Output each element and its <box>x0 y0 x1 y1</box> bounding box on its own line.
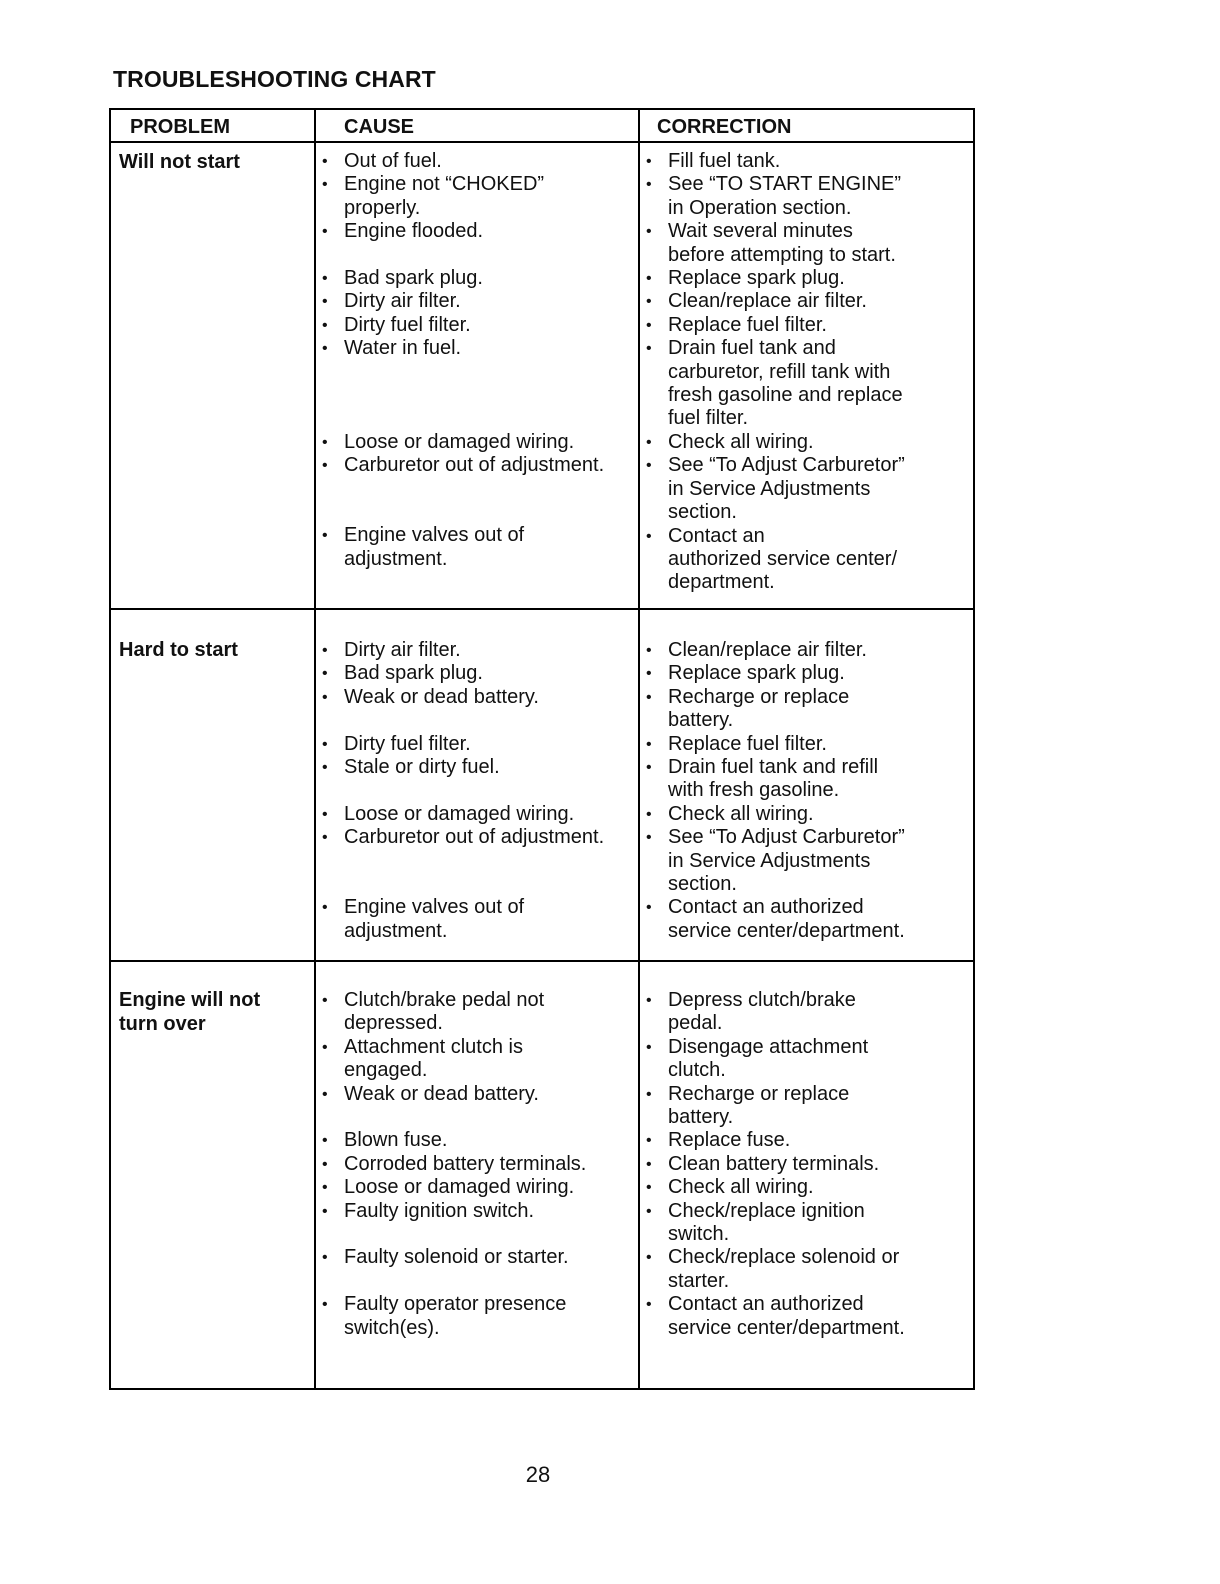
bullet-icon: • <box>322 642 328 659</box>
bullet-icon: • <box>646 176 652 194</box>
bullet-icon: • <box>322 1249 328 1267</box>
list-item: • Clean battery terminals. <box>646 1152 880 1175</box>
corrections-will-not-start <box>641 150 905 595</box>
bullet-icon: • <box>322 899 328 917</box>
bullet-icon: • <box>322 340 328 358</box>
bullet-icon: • <box>322 153 328 170</box>
list-item: • Engine flooded. <box>322 220 484 243</box>
list-item: • Engine valves out of <box>322 896 525 919</box>
list-item: • Loose or damaged wiring. <box>322 1176 575 1199</box>
header-divider <box>111 141 973 143</box>
troubleshooting-table <box>109 108 975 1390</box>
list-item: • Carburetor out of adjustment. <box>322 454 605 477</box>
bullet-icon: • <box>322 1179 328 1197</box>
list-item: fresh gasoline and replace <box>668 384 903 407</box>
list-item: • Drain fuel tank and refill <box>646 756 879 779</box>
bullet-icon: • <box>322 223 328 241</box>
bullet-icon: • <box>322 316 328 334</box>
list-item: • Faulty operator presence <box>322 1293 567 1316</box>
list-item: • Replace fuel filter. <box>646 732 827 755</box>
bullet-icon: • <box>646 642 652 659</box>
list-item: • Loose or damaged wiring. <box>322 802 575 825</box>
list-item: • Wait several minutes <box>646 220 853 243</box>
list-item: with fresh gasoline. <box>668 779 840 802</box>
list-item: • Weak or dead battery. <box>322 1082 539 1105</box>
list-item: • Blown fuse. <box>322 1129 448 1152</box>
bullet-icon: • <box>646 1155 652 1173</box>
bullet-icon: • <box>646 527 652 545</box>
bullet-icon: • <box>646 759 652 777</box>
causes-engine-will-not-turn-over <box>317 989 586 1340</box>
bullet-icon: • <box>322 1296 328 1314</box>
bullet-icon: • <box>646 457 652 475</box>
bullet-icon: • <box>646 665 652 683</box>
bullet-icon: • <box>322 735 328 753</box>
list-item: • Replace fuse. <box>646 1129 791 1152</box>
corrections-hard-to-start <box>641 639 905 943</box>
list-item: adjustment. <box>344 919 448 942</box>
bullet-icon: • <box>646 1085 652 1103</box>
list-item: • See “To Adjust Carburetor” <box>646 454 905 477</box>
causes-hard-to-start <box>317 639 604 943</box>
list-item: • Replace spark plug. <box>646 267 845 290</box>
bullet-icon: • <box>322 1202 328 1220</box>
bullet-icon: • <box>322 457 328 475</box>
list-item: section. <box>668 873 737 896</box>
list-item: pedal. <box>668 1012 723 1035</box>
list-item: • Clutch/brake pedal not <box>322 989 545 1011</box>
list-item: • Contact an <box>646 524 765 547</box>
list-item: • Stale or dirty fuel. <box>322 756 500 779</box>
bullet-icon: • <box>646 829 652 847</box>
bullet-icon: • <box>646 1132 652 1150</box>
list-item: clutch. <box>668 1059 726 1082</box>
bullet-icon: • <box>322 1132 328 1150</box>
bullet-icon: • <box>322 805 328 823</box>
bullet-icon: • <box>646 293 652 311</box>
list-item: switch(es). <box>344 1316 440 1339</box>
bullet-icon: • <box>646 688 652 706</box>
list-item: in Service Adjustments <box>668 849 871 872</box>
bullet-icon: • <box>646 1296 652 1314</box>
list-item: • Recharge or replace <box>646 685 850 708</box>
causes-will-not-start <box>317 150 604 571</box>
list-item: • Attachment clutch is <box>322 1035 523 1058</box>
problem-hard-to-start: Hard to start <box>119 639 238 661</box>
column-divider-problem-cause <box>314 110 316 1388</box>
list-item: • Faulty ignition switch. <box>322 1199 535 1222</box>
list-item: • Clean/replace air filter. <box>646 639 867 661</box>
list-item: before attempting to start. <box>668 243 896 266</box>
list-item: battery. <box>668 1106 734 1129</box>
list-item: • Disengage attachment <box>646 1035 869 1058</box>
bullet-icon: • <box>322 270 328 288</box>
list-item: • Bad spark plug. <box>322 267 483 290</box>
problem-engine-will-not-turn-over: Engine will not turn over <box>119 989 261 1035</box>
list-item: authorized service center/ <box>668 547 898 570</box>
list-item: switch. <box>668 1223 730 1246</box>
list-item: • Corroded battery terminals. <box>322 1152 587 1175</box>
list-item: engaged. <box>344 1059 428 1082</box>
list-item: • Check all wiring. <box>646 802 814 825</box>
list-item: • Out of fuel. <box>322 150 442 172</box>
bullet-icon: • <box>322 293 328 311</box>
list-item: • Dirty air filter. <box>322 290 461 313</box>
list-item: • Recharge or replace <box>646 1082 850 1105</box>
bullet-icon: • <box>646 1202 652 1220</box>
list-item: section. <box>668 501 737 524</box>
bullet-icon: • <box>646 270 652 288</box>
list-item: service center/department. <box>668 919 905 942</box>
page-title: TROUBLESHOOTING CHART <box>113 66 436 92</box>
bullet-icon: • <box>322 176 328 194</box>
list-item: • Check all wiring. <box>646 430 814 453</box>
list-item: • Check/replace solenoid or <box>646 1246 900 1269</box>
list-item: • See “To Adjust Carburetor” <box>646 826 905 849</box>
bullet-icon: • <box>646 992 652 1009</box>
bullet-icon: • <box>646 1179 652 1197</box>
list-item: • Dirty air filter. <box>322 639 461 661</box>
list-item: fuel filter. <box>668 407 749 430</box>
list-item: • Dirty fuel filter. <box>322 732 471 755</box>
list-item: • Loose or damaged wiring. <box>322 430 575 453</box>
bullet-icon: • <box>322 433 328 451</box>
list-item: • Contact an authorized <box>646 1293 864 1316</box>
bullet-icon: • <box>646 735 652 753</box>
column-divider-cause-correction <box>638 110 640 1388</box>
list-item: • Drain fuel tank and <box>646 337 836 360</box>
bullet-icon: • <box>646 1038 652 1056</box>
bullet-icon: • <box>322 527 328 545</box>
bullet-icon: • <box>322 1155 328 1173</box>
bullet-icon: • <box>322 688 328 706</box>
bullet-icon: • <box>322 665 328 683</box>
bullet-icon: • <box>646 899 652 917</box>
list-item: • Check all wiring. <box>646 1176 814 1199</box>
list-item: • Fill fuel tank. <box>646 150 781 172</box>
bullet-icon: • <box>322 992 328 1009</box>
list-item: • See “TO START ENGINE” <box>646 173 902 196</box>
bullet-icon: • <box>322 759 328 777</box>
header-problem: PROBLEM <box>130 116 230 138</box>
header-correction: CORRECTION <box>657 116 792 138</box>
list-item: • Weak or dead battery. <box>322 685 539 708</box>
list-item: • Replace spark plug. <box>646 662 845 685</box>
bullet-icon: • <box>322 1085 328 1103</box>
bullet-icon: • <box>646 223 652 241</box>
bullet-icon: • <box>322 1038 328 1056</box>
list-item: • Contact an authorized <box>646 896 864 919</box>
list-item: • Faulty solenoid or starter. <box>322 1246 569 1269</box>
list-item: carburetor, refill tank with <box>668 360 891 383</box>
row-divider-2 <box>111 960 973 962</box>
list-item: • Engine valves out of <box>322 524 525 547</box>
list-item: • Depress clutch/brake <box>646 989 856 1011</box>
list-item: • Bad spark plug. <box>322 662 483 685</box>
list-item: starter. <box>668 1269 730 1292</box>
list-item: in Operation section. <box>668 196 852 219</box>
list-item: depressed. <box>344 1012 443 1035</box>
list-item: in Service Adjustments <box>668 477 871 500</box>
page-number: 28 <box>525 1462 551 1487</box>
row-divider-1 <box>111 608 973 610</box>
bullet-icon: • <box>646 316 652 334</box>
header-cause: CAUSE <box>344 116 415 138</box>
bullet-icon: • <box>646 433 652 451</box>
list-item: • Clean/replace air filter. <box>646 290 867 313</box>
list-item: • Dirty fuel filter. <box>322 313 471 336</box>
bullet-icon: • <box>322 829 328 847</box>
list-item: • Engine not “CHOKED” <box>322 173 545 196</box>
list-item: service center/department. <box>668 1316 905 1339</box>
list-item: • Water in fuel. <box>322 337 462 360</box>
list-item: department. <box>668 571 775 594</box>
list-item: properly. <box>344 196 421 219</box>
bullet-icon: • <box>646 1249 652 1267</box>
list-item: • Carburetor out of adjustment. <box>322 826 605 849</box>
list-item: adjustment. <box>344 547 448 570</box>
list-item: • Replace fuel filter. <box>646 313 827 336</box>
list-item: battery. <box>668 709 734 732</box>
bullet-icon: • <box>646 805 652 823</box>
corrections-engine-will-not-turn-over <box>641 989 905 1340</box>
bullet-icon: • <box>646 340 652 358</box>
list-item: • Check/replace ignition <box>646 1199 865 1222</box>
bullet-icon: • <box>646 153 652 170</box>
problem-will-not-start: Will not start <box>119 151 240 173</box>
